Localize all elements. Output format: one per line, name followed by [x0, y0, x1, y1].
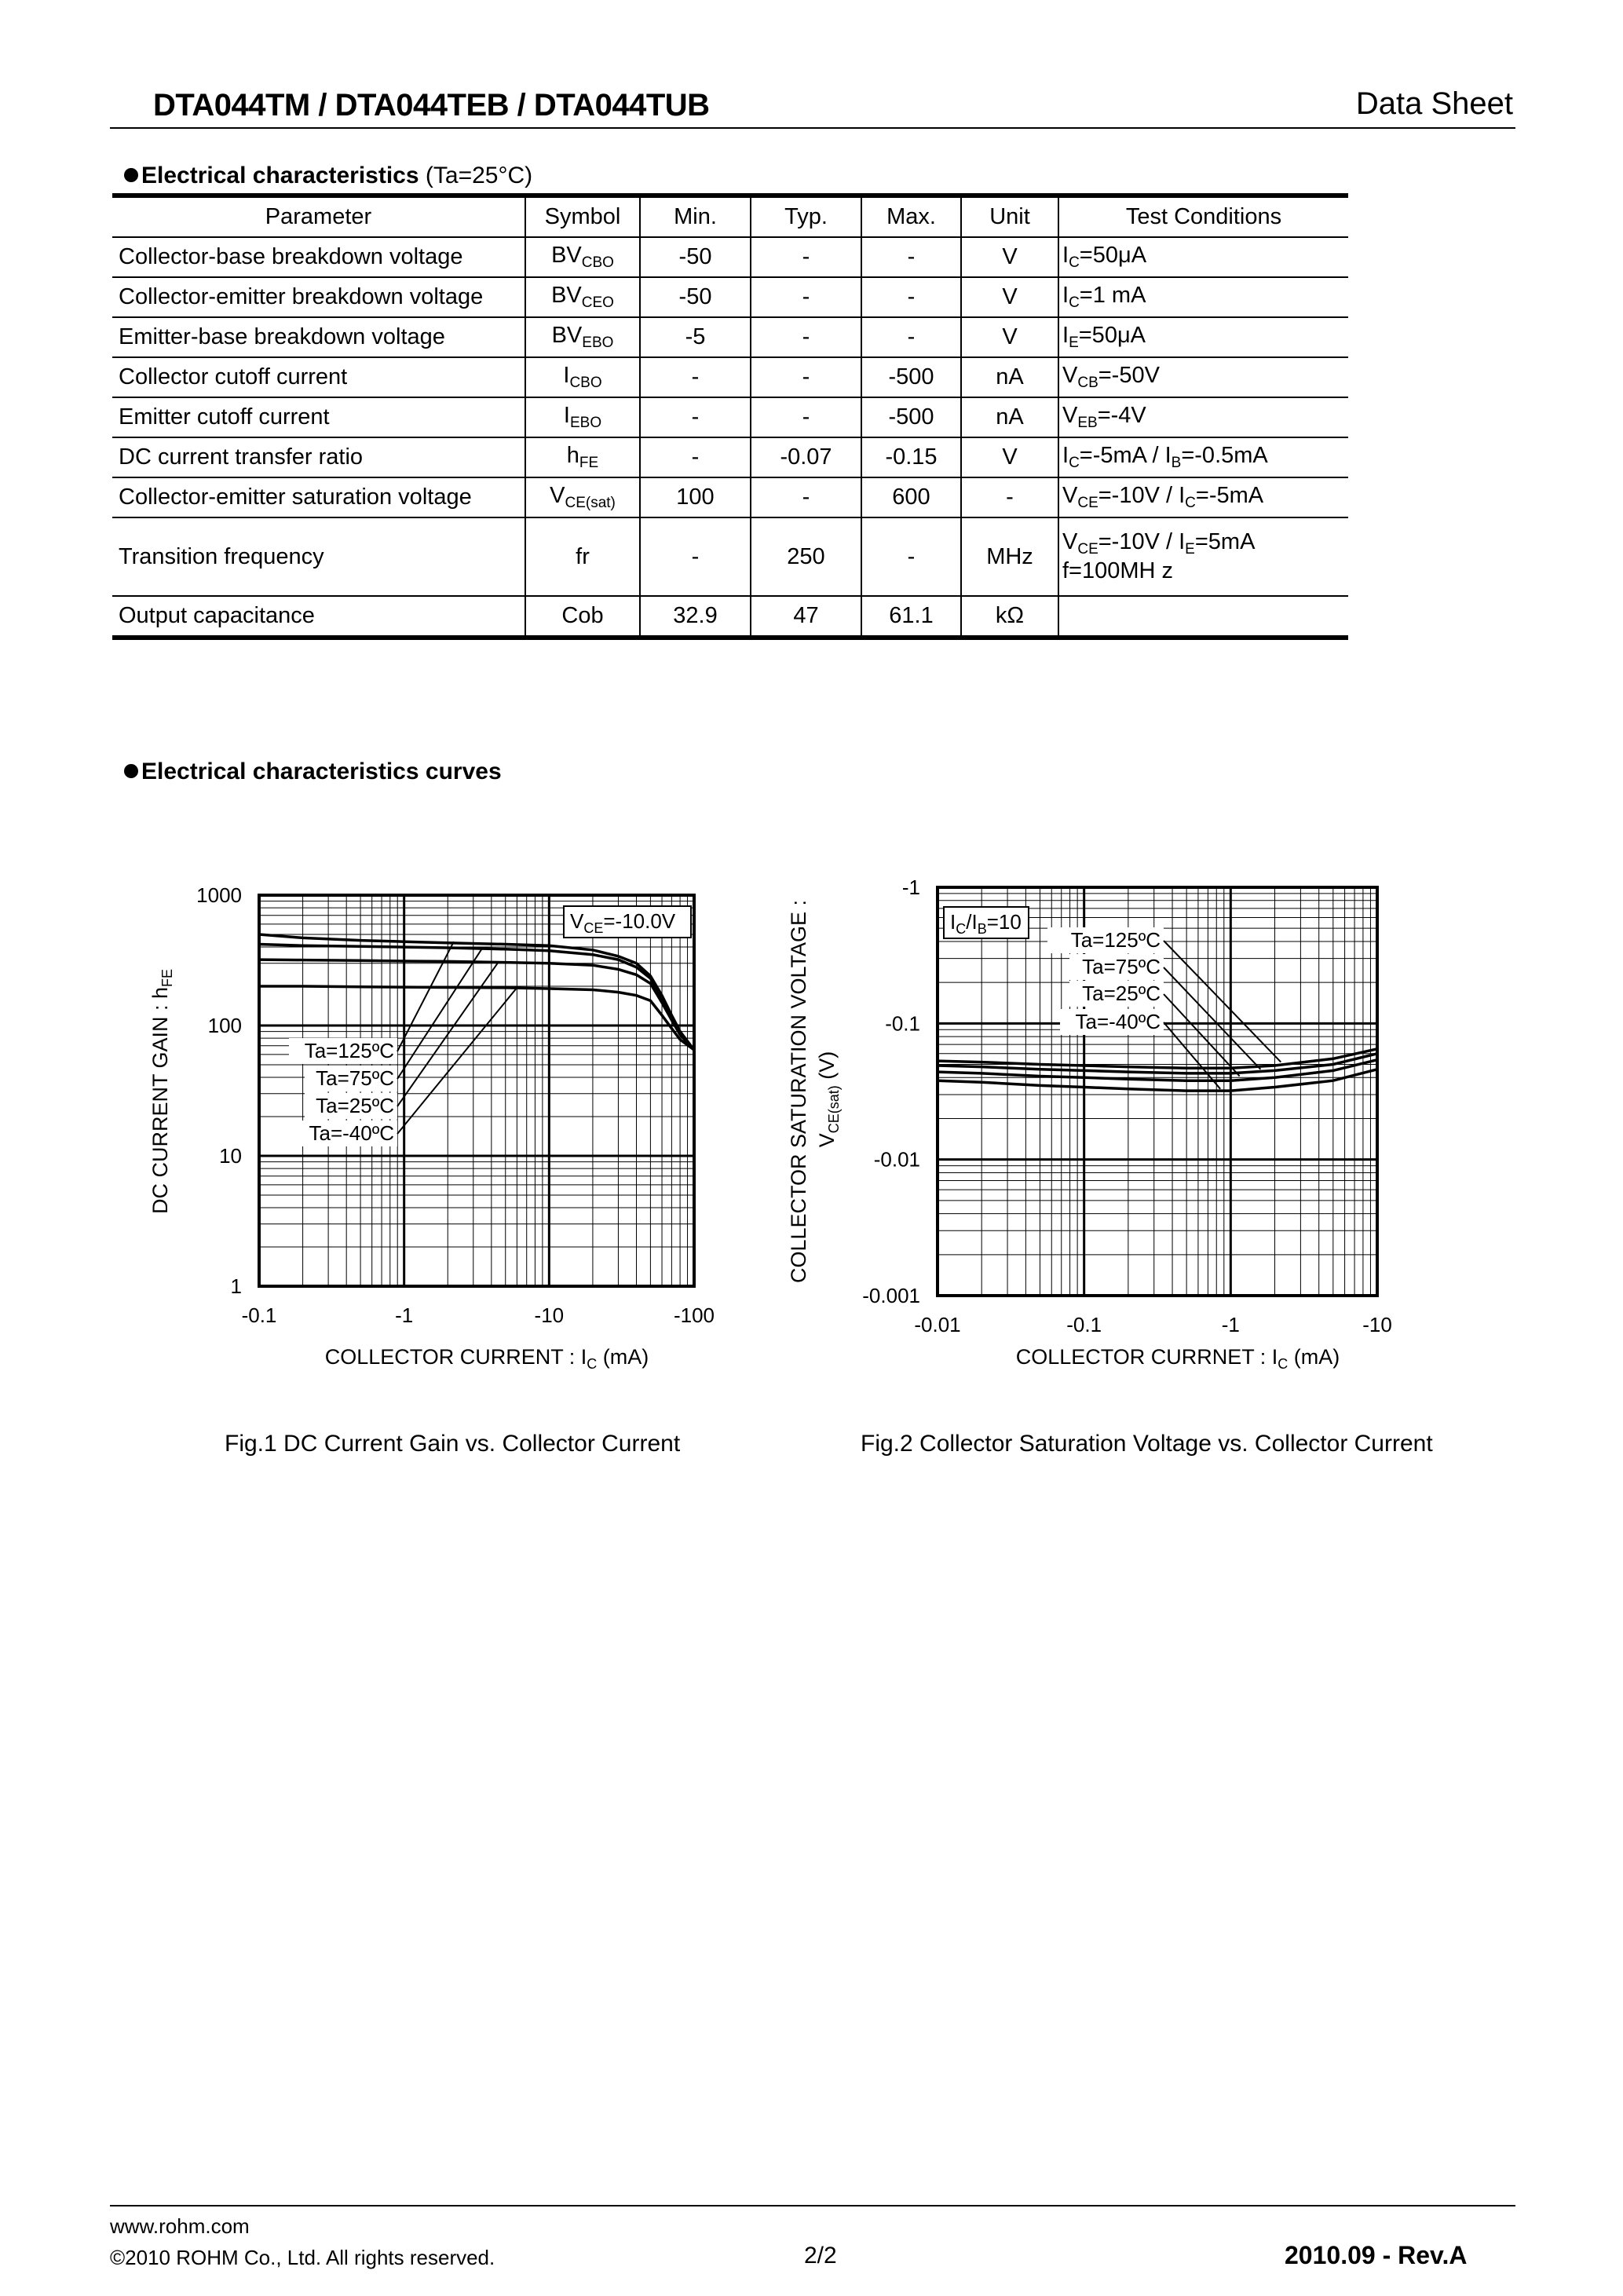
document-type: Data Sheet [1355, 86, 1513, 121]
x-tick-label: -0.1 [1066, 1313, 1102, 1336]
electrical-characteristics-heading [124, 163, 532, 189]
cell-max: - [861, 237, 961, 277]
cell-max: - [861, 317, 961, 357]
condition-label: $I_C/I_B=10$ [950, 910, 1022, 937]
x-tick-label: -1 [1221, 1313, 1240, 1336]
footer-website[interactable]: www.rohm.com [110, 2214, 250, 2238]
series-line [938, 1049, 1377, 1068]
x-tick-label: -0.01 [914, 1313, 961, 1336]
cell-symbol: $h_{FE}$ [525, 437, 640, 477]
cell-unit: - [961, 477, 1058, 517]
cell-min: 32.9 [640, 596, 751, 638]
cell-min: -5 [640, 317, 751, 357]
legend-label: Ta=75ºC [316, 1066, 394, 1090]
fig2-caption: Fig.2 Collector Saturation Voltage vs. Collector Current [861, 1431, 1433, 1457]
y-tick-label: 10 [219, 1144, 242, 1168]
chart-collector-saturation-voltage [777, 864, 1508, 1413]
cell-typ: - [751, 277, 861, 317]
cell-unit: V [961, 277, 1058, 317]
footer-rule [110, 2205, 1515, 2206]
cell-symbol: $I_{EBO}$ [525, 397, 640, 437]
y-axis-title: DC CURRENT GAIN : $h_{FE}$ [148, 968, 175, 1215]
cell-test-condition: $V_{CE}=-10V / I_C=-5mA$ [1058, 477, 1348, 517]
section-condition: (Ta=25°C) [425, 163, 533, 188]
header-rule [110, 127, 1515, 129]
cell-parameter: Collector-emitter saturation voltage [112, 477, 525, 517]
cell-max: - [861, 517, 961, 596]
cell-unit: V [961, 437, 1058, 477]
legend-label: Ta=25ºC [1082, 982, 1161, 1005]
cell-test-condition: $I_C=1$ mA [1058, 277, 1348, 317]
cell-max: -500 [861, 397, 961, 437]
x-axis-title: COLLECTOR CURRENT : $I_C$ (mA) [324, 1345, 649, 1372]
table-row [112, 317, 1348, 357]
col-header: Symbol [525, 196, 640, 237]
cell-test-condition: $I_E=50\mu A$ [1058, 317, 1348, 357]
cell-unit: nA [961, 397, 1058, 437]
table-header-row [112, 196, 1348, 237]
x-tick-label: -1 [395, 1303, 414, 1327]
cell-test-condition [1058, 596, 1348, 638]
legend-label: Ta=-40ºC [1075, 1010, 1161, 1033]
cell-max: -0.15 [861, 437, 961, 477]
cell-max: 600 [861, 477, 961, 517]
col-header: Max. [861, 196, 961, 237]
col-header: Typ. [751, 196, 861, 237]
cell-parameter: Collector cutoff current [112, 357, 525, 397]
col-header: Test Conditions [1058, 196, 1348, 237]
cell-typ: - [751, 317, 861, 357]
cell-test-condition: $I_C=-5mA / I_B=-0.5mA$ [1058, 437, 1348, 477]
electrical-characteristics-table [112, 193, 1348, 640]
col-header: Unit [961, 196, 1058, 237]
cell-symbol: $BV_{EBO}$ [525, 317, 640, 357]
y-tick-label: -0.001 [862, 1284, 920, 1307]
table-row [112, 437, 1348, 477]
col-header: Parameter [112, 196, 525, 237]
legend-label: Ta=125ºC [1070, 928, 1161, 952]
cell-typ: 250 [751, 517, 861, 596]
table-row [112, 477, 1348, 517]
cell-max: 61.1 [861, 596, 961, 638]
cell-symbol: $V_{CE(sat)}$ [525, 477, 640, 517]
cell-max: -500 [861, 357, 961, 397]
cell-typ: - [751, 357, 861, 397]
cell-symbol: fr [525, 517, 640, 596]
y-tick-label: -0.01 [873, 1147, 920, 1172]
cell-min: - [640, 437, 751, 477]
chart-dc-current-gain [141, 864, 738, 1413]
leader-line [397, 988, 517, 1134]
cell-test-condition: $I_C=50\mu A$ [1058, 237, 1348, 277]
cell-symbol: Cob [525, 596, 640, 638]
table-row [112, 397, 1348, 437]
legend-label: Ta=75ºC [1082, 955, 1161, 978]
footer-page-number: 2/2 [804, 2243, 837, 2269]
x-tick-label: -0.1 [241, 1303, 277, 1327]
document-title: DTA044TM / DTA044TEB / DTA044TUB [153, 88, 710, 122]
cell-symbol: $BV_{CBO}$ [525, 237, 640, 277]
x-tick-label: -100 [673, 1303, 715, 1327]
legend-label: Ta=-40ºC [309, 1121, 394, 1145]
cell-unit: kΩ [961, 596, 1058, 638]
cell-parameter: Transition frequency [112, 517, 525, 596]
cell-parameter: Output capacitance [112, 596, 525, 638]
y-axis-title: COLLECTOR SATURATION VOLTAGE : [787, 899, 810, 1284]
section-title: Electrical characteristics [141, 163, 419, 188]
cell-min: - [640, 517, 751, 596]
cell-typ: -0.07 [751, 437, 861, 477]
bullet-icon [124, 168, 138, 182]
cell-unit: V [961, 237, 1058, 277]
footer-copyright: ©2010 ROHM Co., Ltd. All rights reserved. [110, 2246, 495, 2269]
cell-parameter: Emitter-base breakdown voltage [112, 317, 525, 357]
x-axis-title: COLLECTOR CURRNET : $I_C$ (mA) [1015, 1345, 1340, 1372]
x-tick-label: -10 [534, 1303, 565, 1327]
cell-parameter: Emitter cutoff current [112, 397, 525, 437]
table-row [112, 277, 1348, 317]
table-row [112, 237, 1348, 277]
table-row [112, 596, 1348, 638]
cell-symbol: $I_{CBO}$ [525, 357, 640, 397]
y-axis-title-2: $V_{CE(sat)}$ (V) [815, 1051, 842, 1148]
cell-test-condition: $V_{CE}=-10V / I_E=5mA$ f=100MH z [1058, 517, 1348, 596]
table-row [112, 357, 1348, 397]
legend-label: Ta=125ºC [304, 1039, 394, 1062]
y-tick-label: 1000 [196, 883, 242, 907]
curves-title: Electrical characteristics curves [141, 759, 502, 784]
cell-unit: V [961, 317, 1058, 357]
y-tick-label: -0.1 [885, 1011, 920, 1036]
curves-heading [124, 759, 502, 785]
cell-test-condition: $V_{EB}=-4V$ [1058, 397, 1348, 437]
cell-symbol: $BV_{CEO}$ [525, 277, 640, 317]
col-header: Min. [640, 196, 751, 237]
y-tick-label: -1 [901, 876, 920, 899]
cell-min: - [640, 397, 751, 437]
bullet-icon [124, 764, 138, 778]
cell-test-condition: $V_{CB}=-50V$ [1058, 357, 1348, 397]
fig1-caption: Fig.1 DC Current Gain vs. Collector Current [225, 1431, 681, 1457]
cell-max: - [861, 277, 961, 317]
cell-typ: - [751, 397, 861, 437]
y-tick-label: 1 [230, 1274, 242, 1298]
cell-min: -50 [640, 237, 751, 277]
cell-parameter: Collector-emitter breakdown voltage [112, 277, 525, 317]
condition-label: $V_{CE}=-10.0V$ [570, 909, 676, 936]
cell-min: - [640, 357, 751, 397]
cell-unit: nA [961, 357, 1058, 397]
cell-min: 100 [640, 477, 751, 517]
legend-label: Ta=25ºC [316, 1094, 394, 1117]
footer-revision: 2010.09 - Rev.A [1285, 2241, 1468, 2269]
cell-parameter: Collector-base breakdown voltage [112, 237, 525, 277]
cell-typ: - [751, 477, 861, 517]
x-tick-label: -10 [1362, 1313, 1392, 1336]
table-body [112, 237, 1348, 638]
table-row [112, 517, 1348, 596]
y-tick-label: 100 [207, 1014, 242, 1037]
cell-parameter: DC current transfer ratio [112, 437, 525, 477]
cell-min: -50 [640, 277, 751, 317]
cell-typ: - [751, 237, 861, 277]
cell-typ: 47 [751, 596, 861, 638]
cell-unit: MHz [961, 517, 1058, 596]
